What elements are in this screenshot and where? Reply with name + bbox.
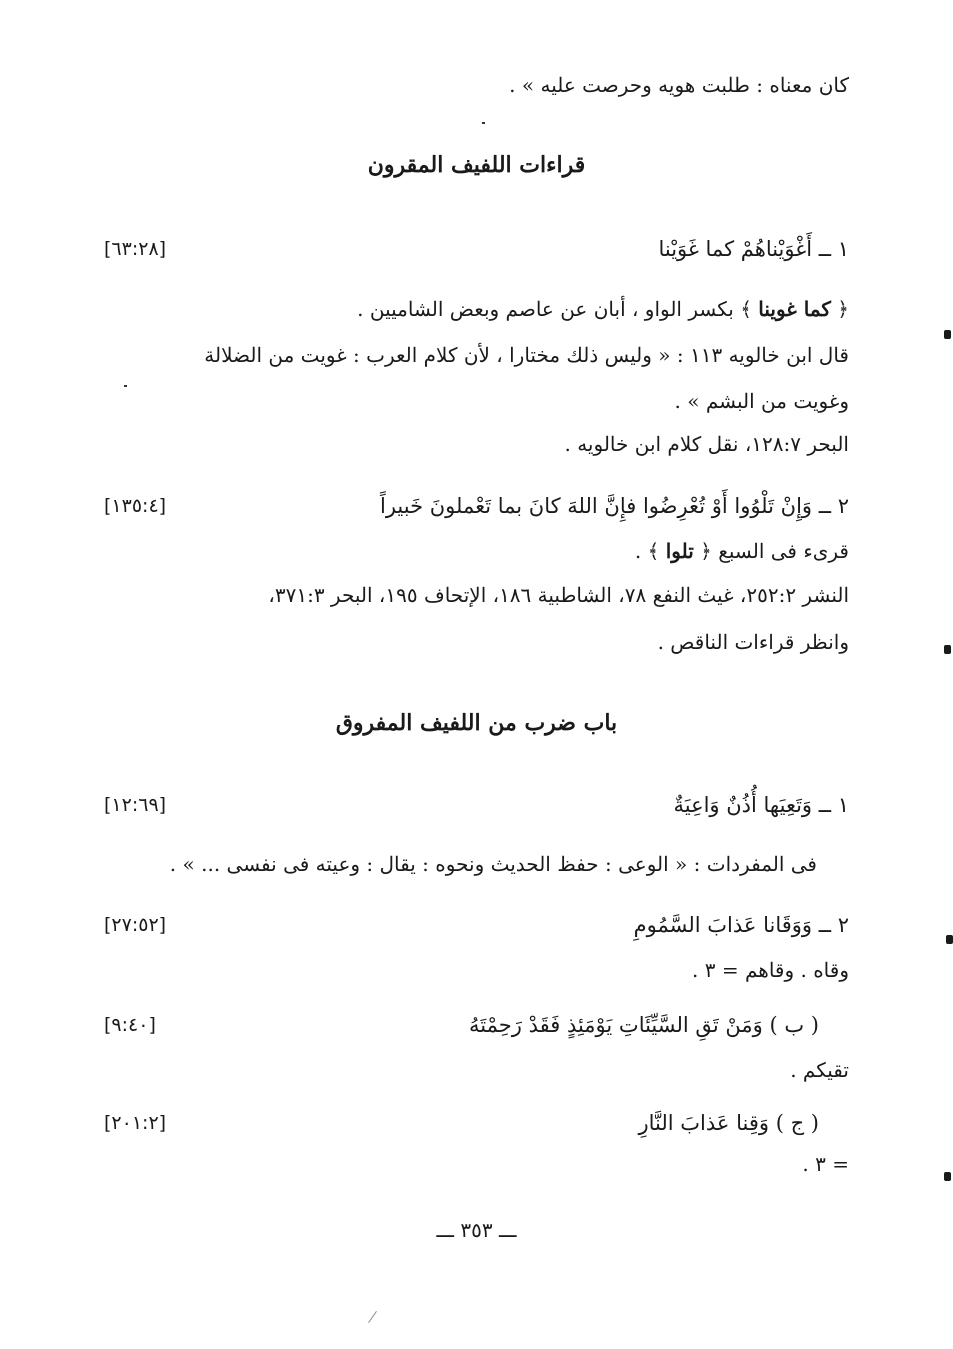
verse-reference: [٢٧:٥٢] [104,914,167,936]
verse-reference: [٢٠١:٢] [104,1112,167,1134]
commentary-line: تقيكم . [790,1058,849,1082]
verse-text: ١ ــ أَغْوَيْناهُمْ كما غَوَيْنا [658,237,849,261]
verse-text: ١ ــ وَتَعِيَها أُذُنٌ وَاعِيَةٌ [673,793,849,817]
verse-text: ٢ ــ وَإِنْ تَلْوُوا أَوْ تُعْرِضُوا فإِنَّ اللهَ كانَ بما تَعْملونَ خَبيراً [379,494,849,518]
page-number: ـــ ٣٥٣ ـــ [436,1218,517,1242]
verse-entry-1 [104,232,849,266]
scan-mark [944,645,951,654]
ornate-bracket-close: ﴾ [740,297,752,321]
verse-text: ٢ ــ وَوَقَانا عَذابَ السَّمُومِ [633,913,849,937]
commentary-line: فى المفردات : « الوعى : حفظ الحديث ونحوه : يقال : وعيته فى نفسى ... » . [169,852,817,876]
commentary-line [104,536,849,566]
scan-mark [946,935,953,944]
commentary-text: بكسر الواو ، أبان عن عاصم وبعض الشاميين . [357,297,734,321]
quoted-reading: تلوا [665,539,694,563]
verse-reference: [٦٣:٢٨] [104,238,167,260]
scan-speck [368,1311,377,1323]
commentary-line [104,294,849,324]
commentary-line: وقاه . وقاهم = ٣ . [692,958,849,982]
commentary-line: وانظر قراءات الناقص . [657,630,849,654]
commentary-line: قال ابن خالويه ١١٣ : « وليس ذلك مختارا ، لأن كلام العرب : غويت من الضلالة [204,343,849,367]
verse-reference: [١٢:٦٩] [104,794,167,816]
continuation-line: كان معناه : طلبت هويه وحرصت عليه » . [509,73,849,97]
verse-entry-3 [104,1008,849,1042]
verse-text: ( ب ) وَمَنْ تَقِ السَّيِّئَاتِ يَوْمَئِذٍ فَقَدْ رَحِمْتَهُ [469,1013,819,1037]
commentary-text: قرىء فى السبع [718,539,849,563]
quoted-reading: كما غوينا [758,297,831,321]
verse-entry-4 [104,1106,849,1140]
scan-speck [482,122,485,124]
section-heading-laffif-maqroun: قراءات اللفيف المقرون [367,152,586,178]
commentary-line: النشر ٢٥٢:٢، غيث النفع ٧٨، الشاطبية ١٨٦، الإتحاف ١٩٥، البحر ٣٧١:٣، [268,583,849,607]
ornate-bracket-open: ﴿ [700,539,712,563]
commentary-line: وغويت من البشم » . [674,389,849,413]
ornate-bracket-close: ﴾ . [634,539,660,563]
verse-entry-2 [104,489,849,523]
verse-entry-2 [104,908,849,942]
scan-mark [944,1172,951,1181]
scan-speck [124,385,127,387]
verse-text: ( ج ) وَقِنا عَذابَ النَّارِ [638,1111,819,1135]
verse-entry-1 [104,788,849,822]
scan-mark [944,330,951,339]
section-heading-laffif-mafrouq: باب ضرب من اللفيف المفروق [335,710,618,736]
commentary-line: البحر ١٢٨:٧، نقل كلام ابن خالويه . [564,432,849,456]
verse-reference: [٩:٤٠] [104,1014,156,1036]
commentary-line: = ٣ . [802,1152,849,1176]
ornate-bracket-open: ﴿ [837,297,849,321]
verse-reference: [١٣٥:٤] [104,495,167,517]
